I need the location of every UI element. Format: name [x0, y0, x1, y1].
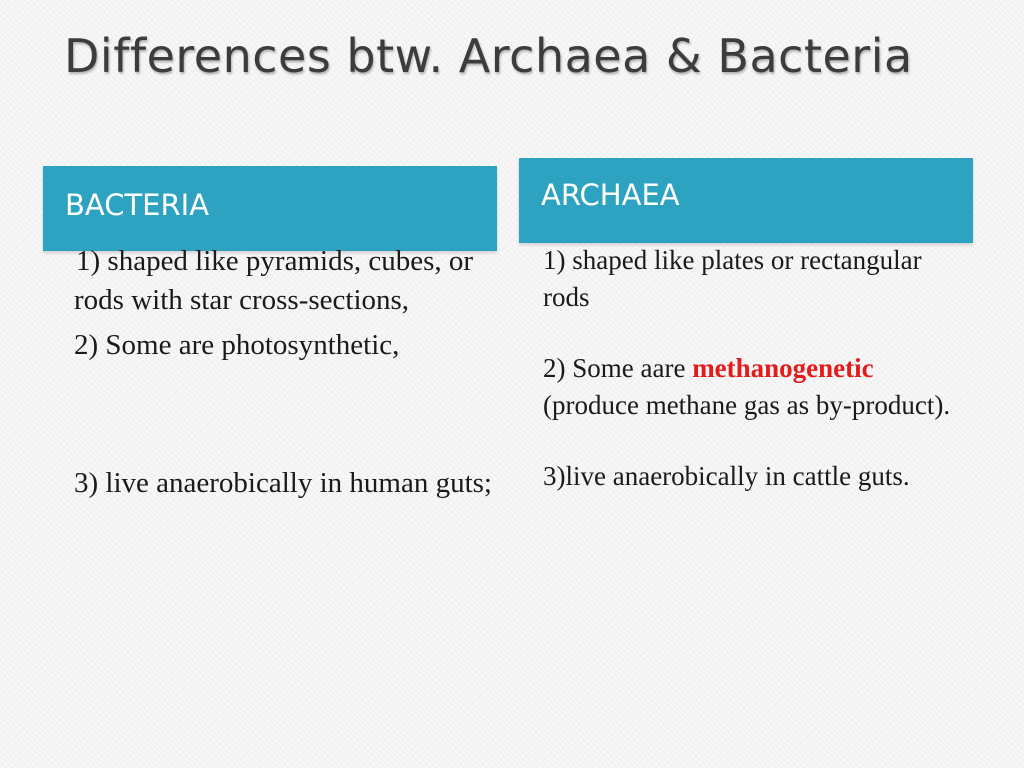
archaea-item-3: 3)live anaerobically in cattle guts.	[543, 461, 910, 491]
bacteria-header-label: BACTERIA	[65, 188, 210, 222]
bacteria-list	[74, 242, 504, 503]
archaea-header-label: ARCHAEA	[541, 178, 680, 212]
archaea-item-2-prefix: 2) Some aare	[543, 353, 693, 383]
bacteria-item-2: 2) Some are photosynthetic,	[74, 329, 400, 361]
methanogenetic-highlight: methanogenetic	[692, 353, 874, 383]
bacteria-item-3: 3) live anaerobically in human guts;	[74, 467, 492, 499]
archaea-item-2-suffix: (produce methane gas as by-product).	[543, 390, 951, 420]
archaea-list	[543, 242, 973, 495]
archaea-item-2	[543, 350, 973, 424]
bacteria-item-1: 1) shaped like pyramids, cubes, or rods with star cross-sections,	[74, 245, 474, 316]
archaea-header	[519, 158, 973, 243]
archaea-item-1: 1) shaped like plates or rectangular rods	[543, 245, 922, 312]
slide-title: Differences btw. Archaea & Bacteria	[64, 29, 913, 83]
bacteria-header	[43, 166, 497, 251]
